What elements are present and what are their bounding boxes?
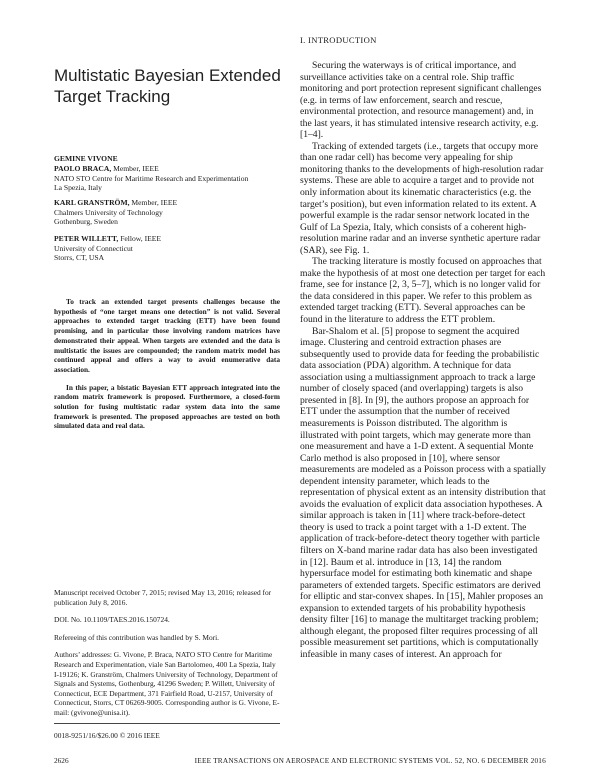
body-paragraph: Bar-Shalom et al. [5] propose to segment the acquired image. Clustering and centroid extraction phases are subsequently used to provide data for feeding the probabilistic data association (PDA) algorithm. A technique for data association using a multiassignment approach to track a large number of closely spaced (and overlapping) targets is also presented in [8]. In [9], the authors propose an approach for ETT under the assumption that the number of received measurements is Poisson distributed. The algorithm is illustrated with point targets, which may generate more than one measurement and have a 1-D extent. A sequential Monte Carlo method is also proposed in [10], where sensor measurements are modeled as a Poisson process with a spatially dependent intensity parameter, which leads to the representation of physical extent as an intensity distribution that avoids the evaluation of explicit data association hypotheses. A similar approach is taken in [11] where track-before-detect theory is used to track a point target with a 1-D extent. The application of track-before-detect theory together with particle filters on X-band marine radar data has also been investigated in [12]. Baum et al. introduce in [13, 14] the random hypersurface model for estimating both kinematic and shape parameters of extended targets. Specific estimators are derived for elliptic and star-convex shapes. In [15], Mahler proposes an expansion to extended targets of his probability hypothesis density filter [16] to manage the multitarget tracking problem; although elegant, the proposed filter requires processing of all possible measurement set partitions, which is computationally infeasible in many cases of interest. An approach for: [300, 325, 546, 660]
journal-info: IEEE TRANSACTIONS ON AEROSPACE AND ELECTRONIC SYSTEMS VOL. 52, NO. 6 DECEMBER 2016: [194, 756, 546, 765]
doi: DOI. No. 10.1109/TAES.2016.150724.: [54, 615, 170, 625]
author-name: KARL GRANSTRÖM,: [54, 198, 130, 207]
page-number: 2626: [54, 756, 69, 765]
manuscript-dates: Manuscript received October 7, 2015; revised May 13, 2016; released for publication July 8, 2016.: [54, 588, 272, 607]
body-paragraph: Securing the waterways is of critical importance, and surveillance activities take on a central role. Ship traffic monitoring and port protection represent significant challenges (e.g. in terms of law enforcement, search and rescue, environmental protection, and resource management) and, in the last years, it has stimulated intensive research activity, e.g. [1–4].: [300, 60, 542, 141]
author-affiliation: University of Connecticut: [54, 243, 133, 253]
author-name: PETER WILLETT,: [54, 234, 119, 243]
manuscript-notes: [54, 588, 280, 726]
author-location: Storrs, CT, USA: [54, 253, 105, 263]
author-block-willett: [54, 234, 284, 263]
author-location: La Spezia, Italy: [54, 183, 102, 193]
author-name: GEMINE VIVONE: [54, 154, 118, 163]
abstract: [54, 297, 280, 431]
author-location: Gothenburg, Sweden: [54, 217, 118, 227]
author-name: PAOLO BRACA,: [54, 164, 112, 173]
paper-title: Multistatic Bayesian Extended Target Tracking: [54, 66, 281, 106]
body-paragraph: The tracking literature is mostly focused on approaches that make the hypothesis of at most one detection per target for each frame, see for instance [2, 3, 5–7], which is no longer valid for the data considered in this paper. We refer to this problem as extended target tracking (ETT). Several approaches can be found in the literature to address the ETT problem.: [300, 256, 546, 326]
author-grade: Fellow, IEEE: [118, 234, 162, 243]
author-block-vivone: [54, 154, 284, 164]
abstract-paragraph: To track an extended target presents challenges because the hypothesis of “one target means one detection” is not valid. Several approaches to extended target tracking (ETT) have been found promising, and in particular those involving random matrices have demonstrated their appeal. When targets are extended and the data is multistatic the issues are compounded; the random matrix model has continued appeal and offers a way to avoid enumerative data association.: [54, 297, 280, 374]
author-block-granstrom: [54, 198, 284, 227]
introduction-body: [300, 60, 546, 660]
abstract-paragraph: In this paper, a bistatic Bayesian ETT approach integrated into the random matrix framework is proposed. Furthermore, a closed-form solution for fusing multistatic radar system data into the same framework is presented. The proposed approaches are tested on both simulated data and real data.: [54, 382, 280, 431]
author-affiliation: Chalmers University of Technology: [54, 207, 163, 217]
introduction-column: [300, 34, 546, 660]
author-grade: Member, IEEE: [111, 164, 159, 173]
issn-copyright: 0018-9251/16/$26.00 © 2016 IEEE: [54, 731, 160, 740]
section-heading: I. INTRODUCTION: [300, 35, 377, 45]
author-block-braca: [54, 164, 284, 193]
author-grade: Member, IEEE: [129, 198, 178, 207]
footnote-rule: [54, 723, 280, 724]
author-affiliation: NATO STO Centre for Maritime Research and Experimentation: [54, 173, 249, 183]
refereeing-note: Refereeing of this contribution was handled by S. Mori.: [54, 632, 220, 642]
body-paragraph: Tracking of extended targets (i.e., targets that occupy more than one radar cell) has become very appealing for ship monitoring thanks to the developments of high-resolution radar systems. These are able to acquire a target and to provide not only information about its kinematic characteristics (e.g. the target’s position), but even information related to its extent. A powerful example is the radar sensor network located in the Gulf of La Spezia, Italy, which consists of a coherent high-resolution marine radar and an inverse synthetic aperture radar (SAR), see Fig. 1.: [300, 140, 544, 256]
author-addresses: Authors’ addresses: G. Vivone, P. Braca, NATO STO Centre for Maritime Research and Experimentation, viale San Bartolomeo, 400 La Spezia, Italy I-19126; K. Granström, Chalmers University of Technology, Department of Signals and Systems, Gothenburg, 41296 Sweden; P. Willett, University of Connecticut, ECE Department, 371 Fairfield Road, U-2157, University of Connecticut, Storrs, CT 06269-9005. Corresponding author is G. Vivone, E-mail: (gvivone@unisa.it).: [54, 650, 280, 717]
